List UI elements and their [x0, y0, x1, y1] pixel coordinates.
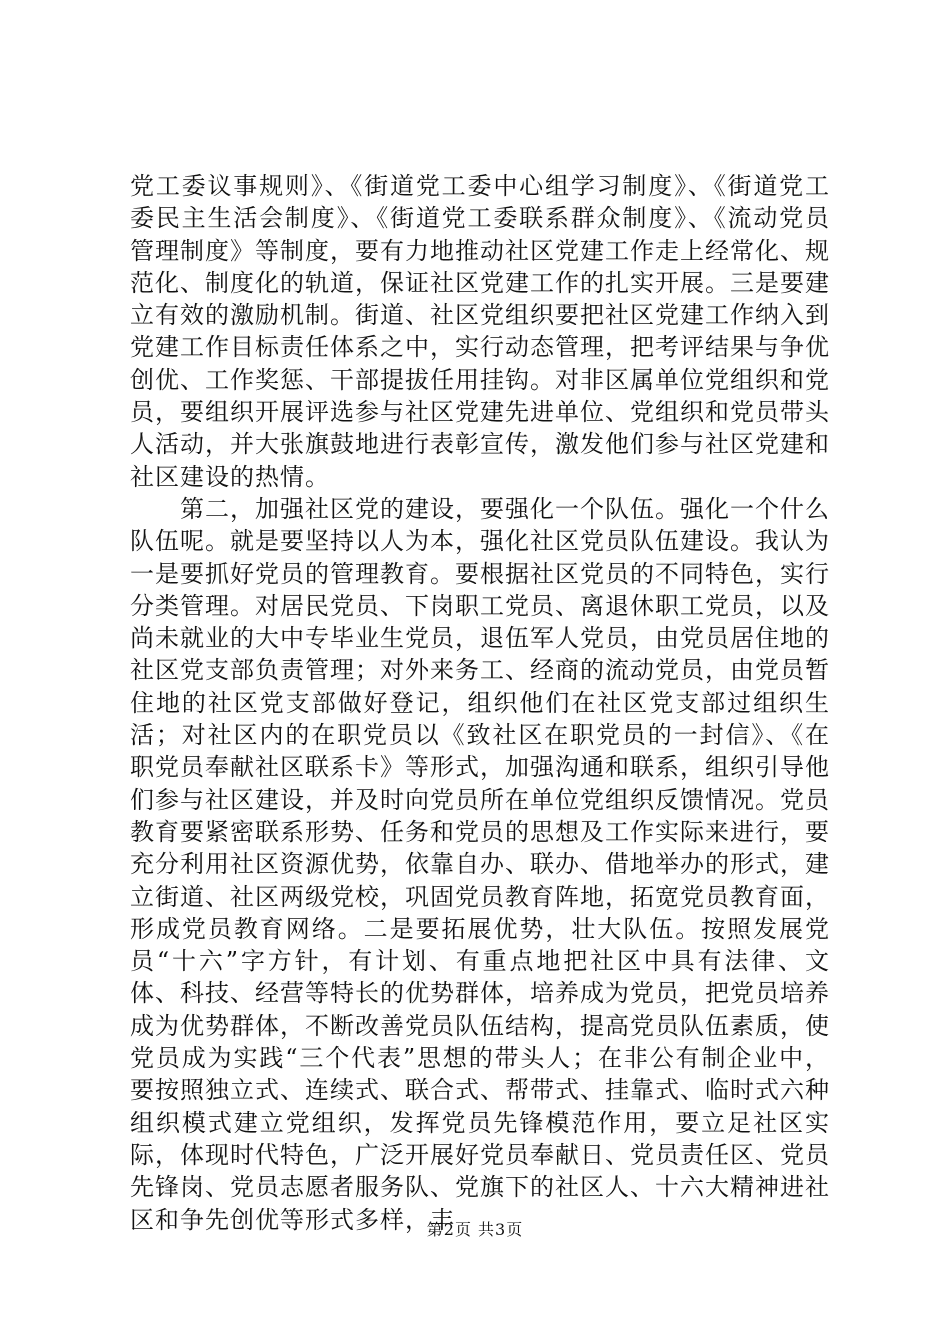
document-body: [130, 170, 830, 1236]
paragraph-second-point: 第二，加强社区党的建设，要强化一个队伍。强化一个什么队伍呢。就是要坚持以人为本，强化社区党员队伍建设。我认为一是要抓好党员的管理教育。要根据社区党员的不同特色，实行分类管理。对居民党员、下岗职工党员、离退休职工党员，以及尚未就业的大中专毕业生党员，退伍军人党员，由党员居住地的社区党支部负责管理；对外来务工、经商的流动党员，由党员暂住地的社区党支部做好登记，组织他们在社区党支部过组织生活；对社区内的在职党员以《致社区在职党员的一封信》、《在职党员奉献社区联系卡》等形式，加强沟通和联系，组织引导他们参与社区建设，并及时向党员所在单位党组织反馈情况。党员教育要紧密联系形势、任务和党员的思想及工作实际来进行，要充分利用社区资源优势，依靠自办、联办、借地举办的形式，建立街道、社区两级党校，巩固党员教育阵地，拓宽党员教育面，形成党员教育网络。二是要拓展优势，壮大队伍。按照发展党员“十六”字方针，有计划、有重点地把社区中具有法律、文体、科技、经营等特长的优势群体，培养成为党员，把党员培养成为优势群体，不断改善党员队伍结构，提高党员队伍素质，使党员成为实践“三个代表”思想的带头人；在非公有制企业中，要按照独立式、连续式、联合式、帮带式、挂靠式、临时式六种组织模式建立党组织，发挥党员先锋模范作用，要立足社区实际，体现时代特色，广泛开展好党员奉献日、党员责任区、党员先锋岗、党员志愿者服务队、党旗下的社区人、十六大精神进社区和争先创优等形式多样，丰: [130, 494, 830, 1234]
paragraph-continuation: 党工委议事规则》、《街道党工委中心组学习制度》、《街道党工委民主生活会制度》、《街道党工委联系群众制度》、《流动党员管理制度》等制度，要有力地推动社区党建工作走上经常化、规范化、制度化的轨道，保证社区党建工作的扎实开展。三是要建立有效的激励机制。街道、社区党组织要把社区党建工作纳入到党建工作目标责任体系之中，实行动态管理，把考评结果与争优创优、工作奖惩、干部提拔任用挂钩。对非区属单位党组织和党员，要组织开展评选参与社区党建先进单位、党组织和党员带头人活动，并大张旗鼓地进行表彰宣传，激发他们参与社区党建和社区建设的热情。: [130, 172, 830, 491]
page-number-footer: 第2页 共3页: [426, 1220, 524, 1239]
